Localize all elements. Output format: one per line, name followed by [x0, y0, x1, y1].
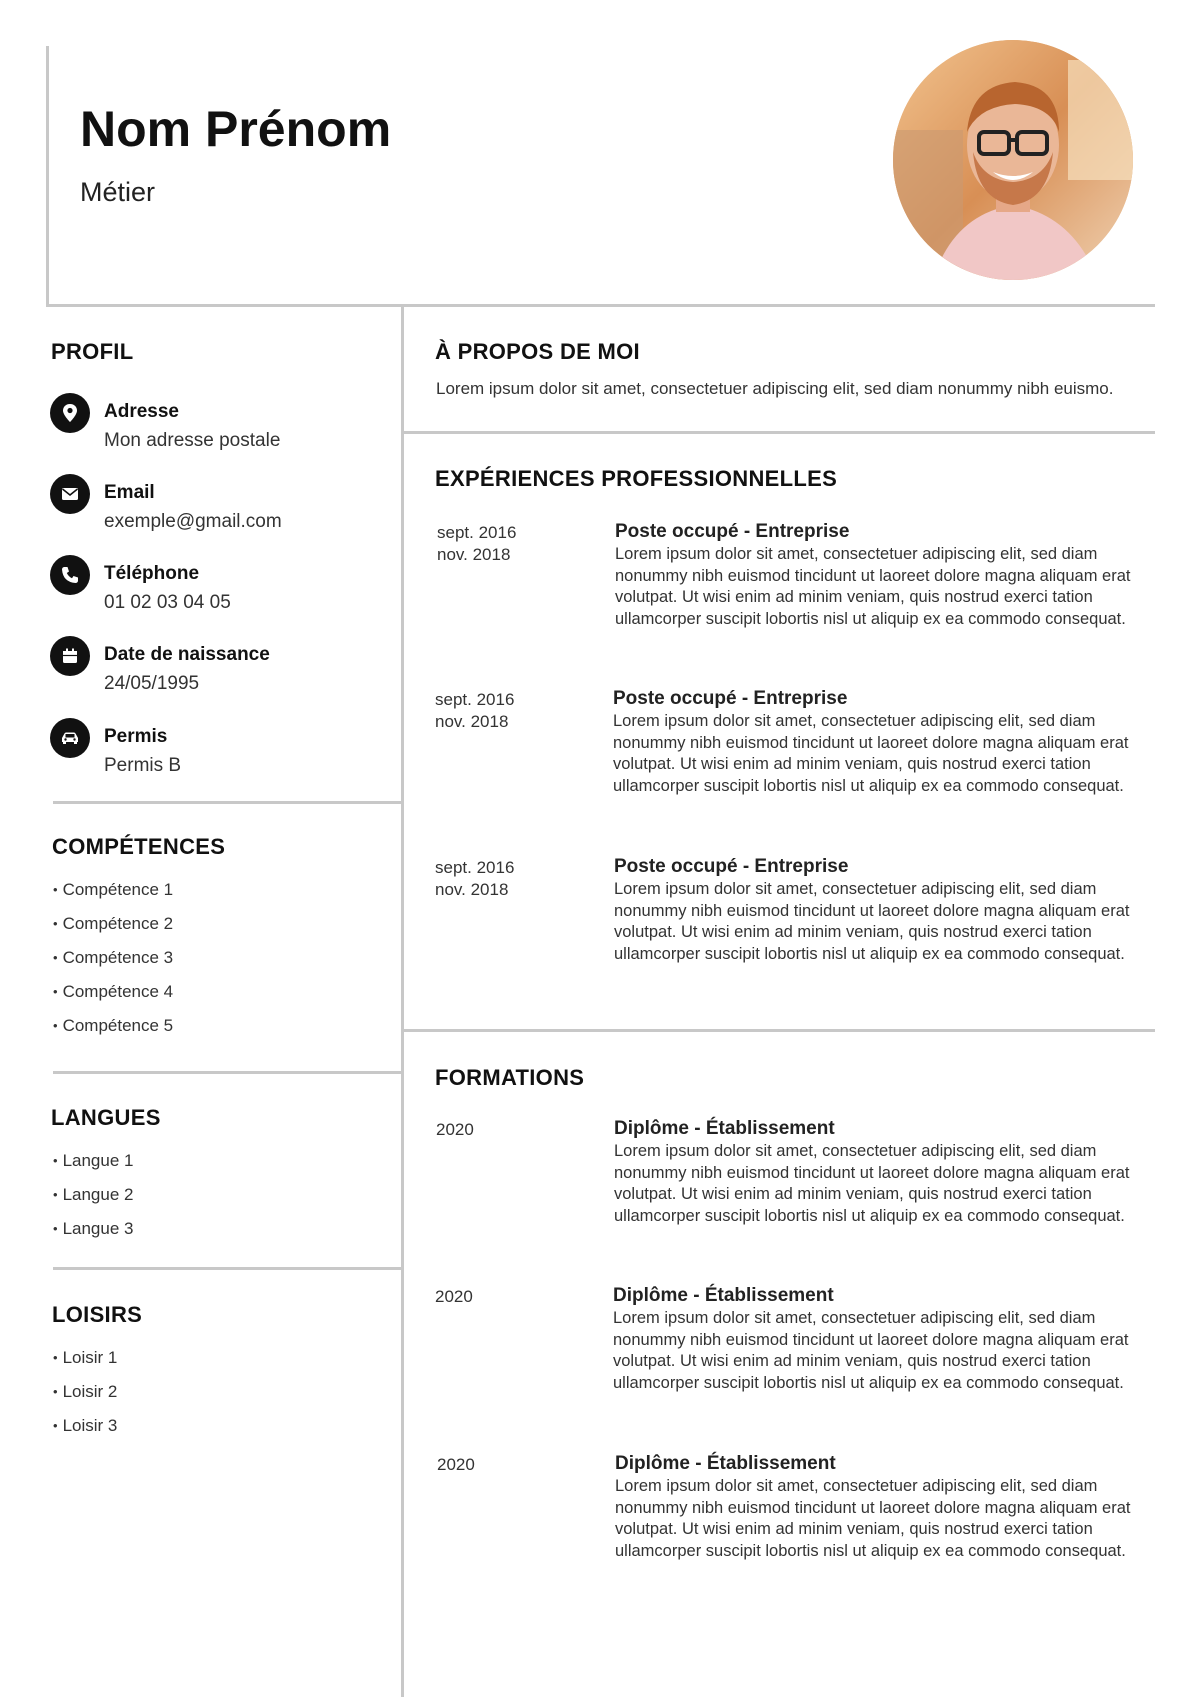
section-title-about: À PROPOS DE MOI — [435, 339, 640, 364]
phone-icon — [50, 555, 90, 595]
contact-birthdate — [50, 636, 390, 696]
list-item: • Loisir 2 — [53, 1381, 117, 1415]
contact-address — [50, 393, 390, 453]
formation-description: Lorem ipsum dolor sit amet, consectetuer adipiscing elit, sed diam nonummy nibh euismod tincidunt ut laoreet dolore magna aliquam erat volutpat. Ut wisi enim ad minim veniam, quis nostrud exerci tation ullamcorper suscipit lobortis nisl ut aliquip ex ea commodo consequat. — [614, 1142, 1130, 1225]
section-title-competences: COMPÉTENCES — [52, 834, 226, 859]
formation-title: Diplôme - Établissement — [615, 1453, 836, 1474]
experience-start-date: sept. 2016 — [435, 858, 515, 877]
section-title-formations: FORMATIONS — [435, 1065, 585, 1090]
formation-description: Lorem ipsum dolor sit amet, consectetuer adipiscing elit, sed diam nonummy nibh euismod tincidunt ut laoreet dolore magna aliquam erat volutpat. Ut wisi enim ad minim veniam, quis nostrud exerci tation ullamcorper suscipit lobortis nisl ut aliquip ex ea commodo consequat. — [615, 1477, 1131, 1560]
list-item: • Compétence 3 — [53, 947, 173, 981]
about-text: Lorem ipsum dolor sit amet, consectetuer adipiscing elit, sed diam nonummy nibh euismo. — [436, 379, 1114, 398]
experience-dates — [435, 857, 514, 901]
contact-label: Téléphone — [104, 563, 200, 584]
experience-title: Poste occupé - Entreprise — [615, 521, 850, 542]
languages-list — [53, 1150, 133, 1252]
profile-photo — [893, 40, 1133, 280]
formation-entry — [613, 1284, 1143, 1394]
list-item: • Compétence 5 — [53, 1015, 173, 1049]
experience-dates — [437, 522, 516, 566]
list-item: • Loisir 3 — [53, 1415, 117, 1449]
experience-description: Lorem ipsum dolor sit amet, consectetuer adipiscing elit, sed diam nonummy nibh euismod tincidunt ut laoreet dolore magna aliquam erat volutpat. Ut wisi enim ad minim veniam, quis nostrud exerci tation ullamcorper suscipit lobortis nisl ut aliquip ex ea commodo consequat. — [613, 712, 1129, 795]
experience-start-date: sept. 2016 — [435, 690, 515, 709]
list-item: • Compétence 2 — [53, 913, 173, 947]
list-item: • Compétence 1 — [53, 879, 173, 913]
section-divider — [404, 1029, 1155, 1032]
experience-end-date: nov. 2018 — [435, 880, 509, 899]
formation-year: 2020 — [435, 1287, 473, 1306]
contact-email — [50, 474, 390, 534]
contact-label: Adresse — [104, 401, 179, 422]
section-divider — [53, 1071, 403, 1074]
car-icon — [50, 718, 90, 758]
experience-description: Lorem ipsum dolor sit amet, consectetuer adipiscing elit, sed diam nonummy nibh euismod tincidunt ut laoreet dolore magna aliquam erat volutpat. Ut wisi enim ad minim veniam, quis nostrud exerci tation ullamcorper suscipit lobortis nisl ut aliquip ex ea commodo consequat. — [615, 545, 1131, 628]
list-item: • Langue 1 — [53, 1150, 133, 1184]
list-item: • Loisir 1 — [53, 1347, 117, 1381]
list-item: • Langue 2 — [53, 1184, 133, 1218]
section-title-loisirs: LOISIRS — [52, 1302, 143, 1327]
candidate-job-title: Métier — [80, 177, 156, 207]
experience-dates — [435, 689, 514, 733]
experience-title: Poste occupé - Entreprise — [614, 856, 849, 877]
profile-photo-illustration — [893, 40, 1133, 280]
experience-end-date: nov. 2018 — [437, 545, 511, 564]
section-title-langues: LANGUES — [51, 1105, 161, 1130]
section-title-experiences: EXPÉRIENCES PROFESSIONNELLES — [435, 466, 838, 491]
contact-value: Permis B — [104, 755, 182, 776]
formation-title: Diplôme - Établissement — [613, 1285, 834, 1306]
formation-description: Lorem ipsum dolor sit amet, consectetuer adipiscing elit, sed diam nonummy nibh euismod tincidunt ut laoreet dolore magna aliquam erat volutpat. Ut wisi enim ad minim veniam, quis nostrud exerci tation ullamcorper suscipit lobortis nisl ut aliquip ex ea commodo consequat. — [613, 1309, 1129, 1392]
contact-value: exemple@gmail.com — [104, 511, 282, 532]
list-item: • Langue 3 — [53, 1218, 133, 1252]
section-divider — [53, 801, 403, 804]
experience-title: Poste occupé - Entreprise — [613, 688, 848, 709]
column-divider — [401, 307, 404, 1697]
formation-entry — [615, 1452, 1145, 1562]
experience-description: Lorem ipsum dolor sit amet, consectetuer adipiscing elit, sed diam nonummy nibh euismod tincidunt ut laoreet dolore magna aliquam erat volutpat. Ut wisi enim ad minim veniam, quis nostrud exerci tation ullamcorper suscipit lobortis nisl ut aliquip ex ea commodo consequat. — [614, 880, 1130, 963]
contact-license — [50, 718, 390, 778]
contact-label: Date de naissance — [104, 644, 270, 665]
candidate-name: Nom Prénom — [80, 101, 392, 157]
contact-value: Mon adresse postale — [104, 430, 281, 451]
contact-value: 01 02 03 04 05 — [104, 592, 231, 613]
contact-value: 24/05/1995 — [104, 673, 200, 694]
list-item: • Compétence 4 — [53, 981, 173, 1015]
formation-title: Diplôme - Établissement — [614, 1118, 835, 1139]
experience-start-date: sept. 2016 — [437, 523, 517, 542]
formation-year: 2020 — [437, 1455, 475, 1474]
formation-entry — [614, 1117, 1144, 1227]
experience-entry — [613, 687, 1143, 797]
contact-phone — [50, 555, 390, 615]
hobbies-list — [53, 1347, 117, 1449]
experience-entry — [614, 855, 1144, 965]
contact-label: Email — [104, 482, 155, 503]
contact-label: Permis — [104, 726, 168, 747]
experience-end-date: nov. 2018 — [435, 712, 509, 731]
calendar-icon — [50, 636, 90, 676]
section-divider — [53, 1267, 403, 1270]
formation-year: 2020 — [436, 1120, 474, 1139]
location-pin-icon — [50, 393, 90, 433]
envelope-icon — [50, 474, 90, 514]
section-title-profil: PROFIL — [51, 339, 134, 364]
section-divider — [404, 431, 1155, 434]
header-divider-vertical — [46, 46, 49, 306]
header-divider-horizontal — [46, 304, 1155, 307]
skills-list — [53, 879, 173, 1049]
experience-entry — [615, 520, 1145, 630]
